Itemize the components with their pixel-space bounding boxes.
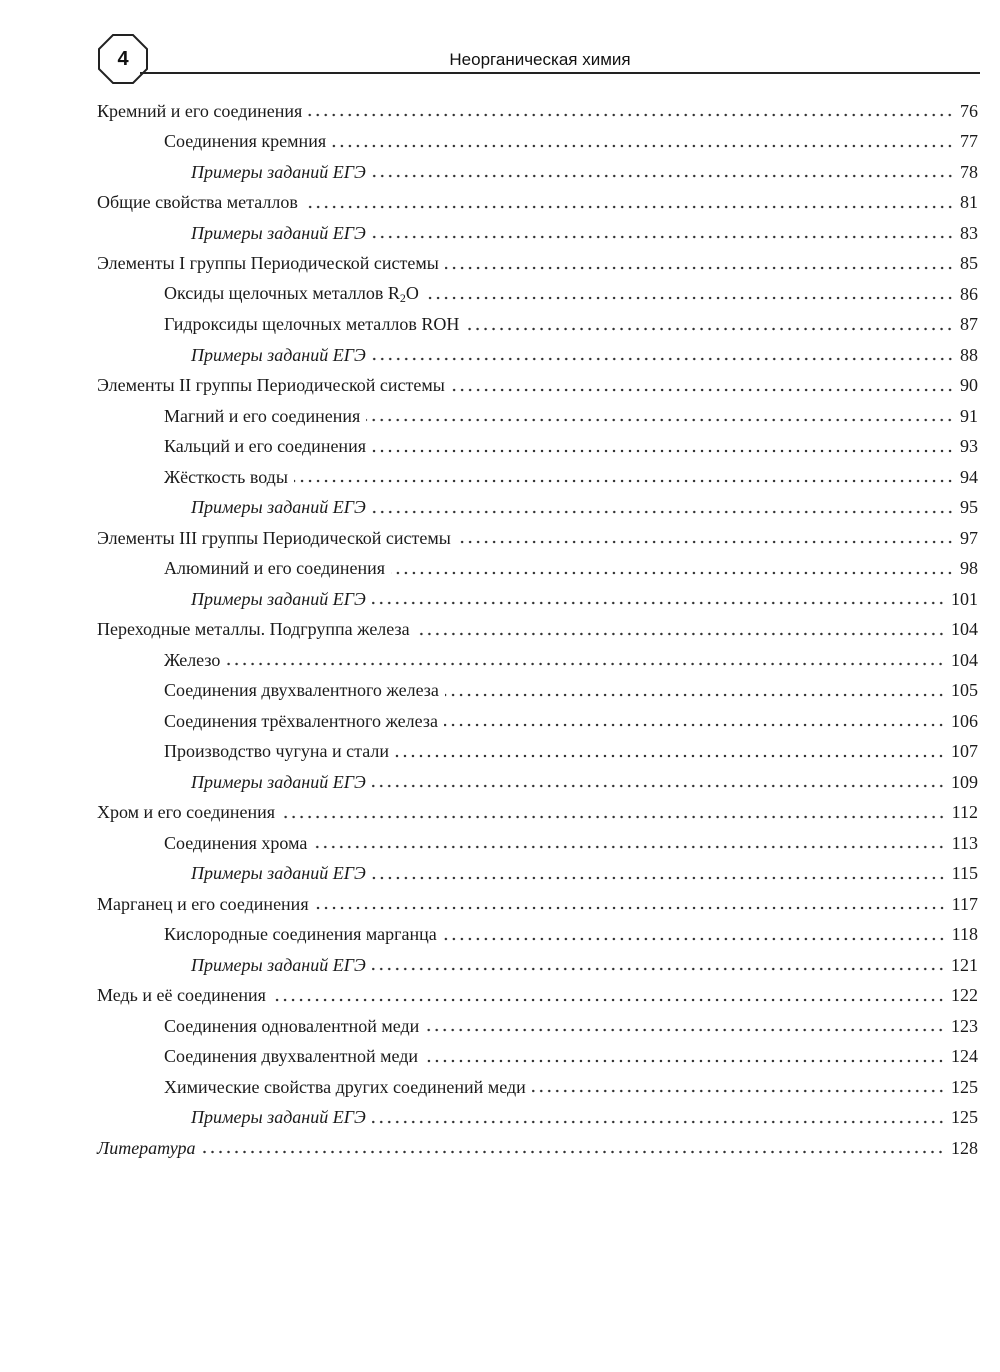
toc-entry-page: 121	[951, 954, 978, 975]
toc-entry[interactable]	[97, 950, 978, 981]
toc-entry[interactable]	[97, 767, 978, 798]
toc-entry-title: Примеры заданий ЕГЭ	[191, 771, 366, 792]
toc-entry[interactable]	[97, 584, 978, 615]
toc-entry-title-suffix: O	[405, 282, 419, 303]
dot-leader	[372, 956, 945, 974]
toc-entry-title: Соединения хрома	[164, 832, 308, 853]
toc-entry-page: 113	[951, 832, 978, 853]
toc-entry-page: 105	[951, 680, 978, 701]
dot-leader	[294, 468, 954, 486]
dot-leader	[457, 529, 954, 547]
toc-entry-page: 87	[960, 314, 978, 335]
dot-leader	[332, 133, 954, 151]
toc-entry[interactable]	[97, 798, 978, 829]
toc-entry[interactable]	[97, 889, 978, 920]
dot-leader	[313, 834, 945, 852]
dot-leader	[532, 1078, 945, 1096]
toc-entry[interactable]	[97, 859, 978, 890]
toc-entry-page: 125	[951, 1107, 978, 1128]
toc-entry[interactable]	[97, 676, 978, 707]
toc-entry[interactable]	[97, 920, 978, 951]
toc-entry-page: 107	[951, 741, 978, 762]
toc-entry-title: Примеры заданий ЕГЭ	[191, 954, 366, 975]
dot-leader	[443, 926, 946, 944]
toc-entry-page: 123	[951, 1015, 978, 1036]
toc-entry[interactable]	[97, 96, 978, 127]
toc-entry-page: 98	[960, 558, 978, 579]
toc-entry-title: Кальций и его соединения	[164, 436, 366, 457]
toc-entry[interactable]	[97, 188, 978, 219]
toc-entry-page: 88	[960, 344, 978, 365]
dot-leader	[445, 682, 945, 700]
page-number-badge	[97, 33, 149, 85]
toc-entry-page: 124	[951, 1046, 978, 1067]
toc-entry-title: Элементы III группы Периодической системы	[97, 527, 451, 548]
toc-entry-page: 94	[960, 466, 978, 487]
toc-entry-title: Производство чугуна и стали	[164, 741, 390, 762]
toc-entry[interactable]	[97, 218, 978, 249]
toc-entry-page: 85	[960, 253, 978, 274]
toc-entry-title: Соединения кремния	[164, 131, 327, 152]
dot-leader	[424, 1048, 945, 1066]
toc-entry[interactable]	[97, 523, 978, 554]
header-divider	[140, 72, 980, 74]
toc-entry[interactable]	[97, 828, 978, 859]
toc-entry-title: Примеры заданий ЕГЭ	[191, 1107, 366, 1128]
toc-entry-title: Соединения двухвалентного железа	[164, 680, 439, 701]
toc-entry-page: 83	[960, 222, 978, 243]
dot-leader	[372, 499, 954, 517]
dot-leader	[281, 804, 946, 822]
toc-entry[interactable]	[97, 1072, 978, 1103]
toc-entry[interactable]	[97, 1103, 978, 1134]
toc-entry[interactable]	[97, 1133, 978, 1164]
toc-entry-page: 78	[960, 161, 978, 182]
toc-entry[interactable]	[97, 615, 978, 646]
toc-entry[interactable]	[97, 127, 978, 158]
toc-entry[interactable]	[97, 645, 978, 676]
toc-entry[interactable]	[97, 310, 978, 341]
toc-entry-page: 81	[960, 192, 978, 213]
toc-entry-page: 104	[951, 619, 978, 640]
toc-entry[interactable]	[97, 706, 978, 737]
toc-entry-title: Железо	[164, 649, 221, 670]
toc-entry-page: 90	[960, 375, 978, 396]
toc-entry-title: Жёсткость воды	[164, 466, 288, 487]
toc-entry-page: 101	[951, 588, 978, 609]
dot-leader	[372, 163, 954, 181]
dot-leader	[416, 621, 945, 639]
toc-entry[interactable]	[97, 493, 978, 524]
dot-leader	[372, 438, 954, 456]
toc-entry-title: Химические свойства других соединений меди	[164, 1076, 526, 1097]
toc-entry-title: Элементы I группы Периодической системы	[97, 253, 439, 274]
toc-entry-page: 117	[951, 893, 978, 914]
toc-entry[interactable]	[97, 279, 978, 310]
dot-leader	[391, 560, 954, 578]
toc-entry-page: 104	[951, 649, 978, 670]
toc-entry-title: Примеры заданий ЕГЭ	[191, 588, 366, 609]
toc-entry-page: 106	[951, 710, 978, 731]
toc-entry-title: Соединения трёхвалентного железа	[164, 710, 438, 731]
dot-leader	[372, 865, 946, 883]
toc-entry-title: Марганец и его соединения	[97, 893, 309, 914]
toc-entry-page: 91	[960, 405, 978, 426]
dot-leader	[372, 590, 945, 608]
toc-entry[interactable]	[97, 462, 978, 493]
running-title: Неорганическая химия	[449, 50, 631, 69]
toc-entry-title: Примеры заданий ЕГЭ	[191, 344, 366, 365]
toc-entry[interactable]	[97, 157, 978, 188]
toc-entry-page: 128	[951, 1137, 978, 1158]
toc-entry-title: Примеры заданий ЕГЭ	[191, 161, 366, 182]
dot-leader	[308, 102, 954, 120]
toc-entry[interactable]	[97, 737, 978, 768]
dot-leader	[372, 346, 954, 364]
toc-entry-title: Примеры заданий ЕГЭ	[191, 222, 366, 243]
dot-leader	[315, 895, 946, 913]
toc-entry-title: Медь и её соединения	[97, 985, 266, 1006]
toc-entry-title: Соединения одновалентной меди	[164, 1015, 420, 1036]
dot-leader	[372, 1109, 945, 1127]
toc-entry-page: 76	[960, 100, 978, 121]
toc-entry-title: Литература	[97, 1137, 196, 1158]
toc-entry-title: Соединения двухвалентной меди	[164, 1046, 419, 1067]
dot-leader	[395, 743, 945, 761]
table-of-contents	[97, 96, 978, 1164]
toc-entry-title: Кислородные соединения марганца	[164, 924, 437, 945]
toc-entry-page: 118	[951, 924, 978, 945]
dot-leader	[445, 255, 954, 273]
toc-entry-title: Примеры заданий ЕГЭ	[191, 497, 366, 518]
dot-leader	[201, 1139, 945, 1157]
toc-entry[interactable]	[97, 340, 978, 371]
toc-entry[interactable]	[97, 249, 978, 280]
toc-entry-title: Гидроксиды щелочных металлов ROH	[164, 314, 460, 335]
dot-leader	[372, 773, 945, 791]
dot-leader	[451, 377, 954, 395]
toc-entry-title: Общие свойства металлов	[97, 192, 298, 213]
toc-entry-title: Элементы II группы Периодической системы	[97, 375, 445, 396]
toc-entry[interactable]	[97, 432, 978, 463]
toc-entry-title: Хром и его соединения	[97, 802, 276, 823]
toc-entry[interactable]	[97, 401, 978, 432]
toc-entry-title: Кремний и его соединения	[97, 100, 303, 121]
toc-entry-title	[164, 283, 423, 306]
toc-entry-page: 95	[960, 497, 978, 518]
dot-leader	[425, 1017, 945, 1035]
toc-entry-page: 77	[960, 131, 978, 152]
dot-leader	[304, 194, 954, 212]
dot-leader	[425, 285, 954, 303]
toc-entry-page: 125	[951, 1076, 978, 1097]
toc-entry-page: 109	[951, 771, 978, 792]
toc-entry-page: 112	[951, 802, 978, 823]
toc-entry-page: 122	[951, 985, 978, 1006]
toc-entry[interactable]	[97, 554, 978, 585]
dot-leader	[372, 224, 954, 242]
dot-leader	[465, 316, 954, 334]
toc-entry[interactable]	[97, 981, 978, 1012]
toc-entry-page: 115	[951, 863, 978, 884]
toc-entry-page: 86	[960, 283, 978, 304]
page-number: 4	[117, 48, 129, 70]
dot-leader	[226, 651, 945, 669]
formula-subscript: 2	[399, 290, 406, 305]
dot-leader	[366, 407, 954, 425]
toc-entry-page: 93	[960, 436, 978, 457]
toc-entry-title: Примеры заданий ЕГЭ	[191, 863, 366, 884]
toc-entry[interactable]	[97, 371, 978, 402]
dot-leader	[272, 987, 945, 1005]
toc-entry-page: 97	[960, 527, 978, 548]
toc-entry-title-text: Оксиды щелочных металлов R	[164, 282, 400, 303]
toc-entry[interactable]	[97, 1011, 978, 1042]
toc-entry-title: Алюминий и его соединения	[164, 558, 386, 579]
toc-entry-title: Магний и его соединения	[164, 405, 361, 426]
dot-leader	[444, 712, 945, 730]
toc-entry-title: Переходные металлы. Подгруппа железа	[97, 619, 410, 640]
toc-entry[interactable]	[97, 1042, 978, 1073]
